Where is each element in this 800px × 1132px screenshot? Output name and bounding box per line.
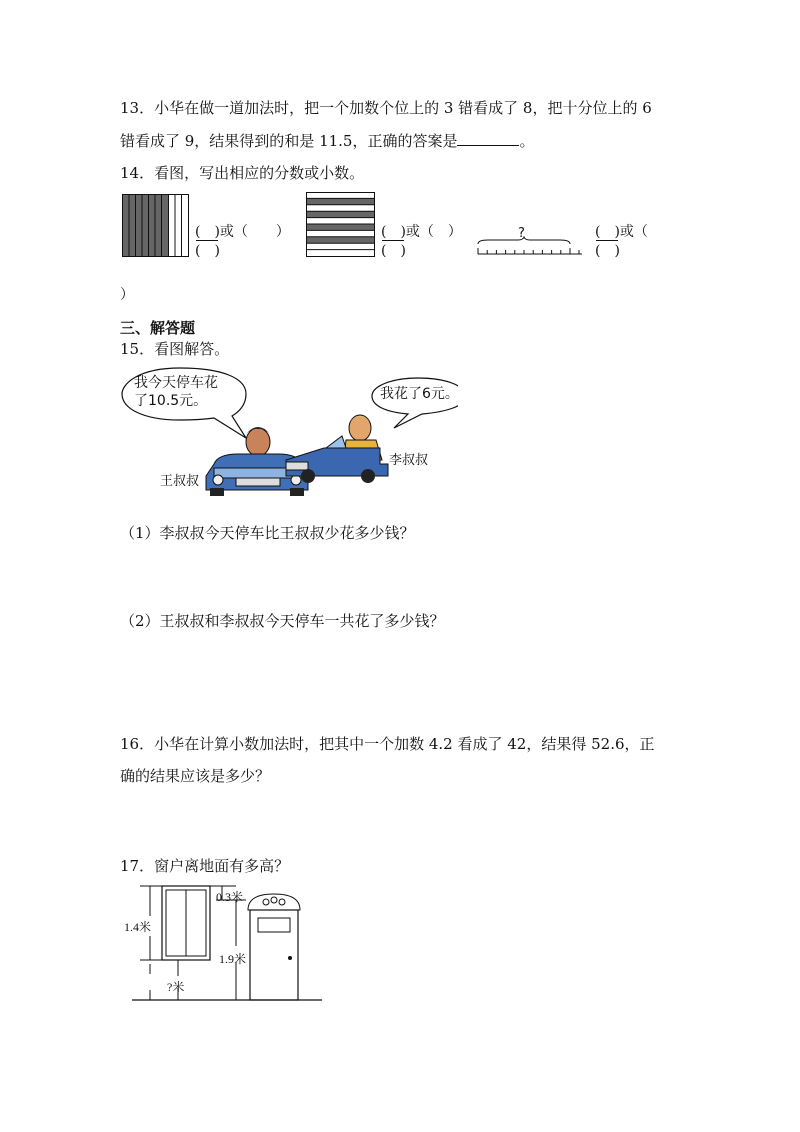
section-heading: 三、解答题 — [120, 319, 196, 337]
bubble-left-line2: 了10.5元。 — [134, 393, 208, 409]
fraction-bar-3 — [596, 240, 618, 241]
q16-line1: 16．小华在计算小数加法时，把其中一个加数 4.2 看成了 42，结果得 52.6，正 — [120, 735, 655, 753]
fraction-answer-2-bottom[interactable]: ( ) — [381, 243, 406, 259]
label-unknown-m: ?米 — [167, 980, 185, 994]
name-li: 李叔叔 — [389, 453, 429, 468]
label-1-9m: 1.9米 — [219, 952, 247, 966]
q14-closing-paren: ） — [120, 287, 134, 303]
fraction-answer-3-bottom[interactable]: ( ) — [595, 243, 620, 259]
fraction-answer-3-top[interactable]: ( )或（ — [595, 224, 648, 240]
fraction-answer-1-bottom[interactable]: ( ) — [195, 243, 220, 259]
label-0-3m: 0.3米 — [216, 890, 244, 904]
q15-sub1: （1）李叔叔今天停车比王叔叔少花多少钱？ — [120, 524, 415, 542]
q16-line2: 确的结果应该是多少？ — [120, 767, 271, 785]
vertical-strip-figure — [122, 194, 190, 258]
q15-title: 15．看图解答。 — [120, 340, 230, 358]
q13-line2-text: 错看成了 9，结果得到的和是 11.5，正确的答案是 — [120, 132, 458, 150]
bubble-right-text: 我花了6元。 — [380, 386, 459, 402]
fraction-bar-2 — [382, 240, 404, 241]
q17-title: 17．窗户离地面有多高？ — [120, 857, 290, 875]
q13-line1: 13．小华在做一道加法时，把一个加数个位上的 3 错看成了 8，把十分位上的 6 — [120, 99, 652, 117]
horizontal-strip-figure — [306, 192, 376, 258]
q14-title: 14．看图，写出相应的分数或小数。 — [120, 164, 365, 182]
right-car-icon — [286, 415, 388, 483]
label-1-4m: 1.4米 — [124, 920, 152, 934]
q13-line2 — [120, 131, 535, 151]
answer-blank[interactable] — [457, 131, 519, 146]
bubble-left-line1: 我今天停车花 — [134, 375, 218, 391]
q15-sub2: （2）王叔叔和李叔叔今天停车一共花了多少钱？ — [120, 612, 445, 630]
q13-line2-end: 。 — [519, 132, 535, 150]
name-wang: 王叔叔 — [160, 474, 200, 489]
fraction-bar-1 — [196, 240, 218, 241]
fraction-answer-1-top[interactable]: ( )或（ ） — [195, 224, 290, 240]
fraction-answer-2-top[interactable]: ( )或（ ） — [381, 224, 462, 240]
number-line-figure — [474, 236, 586, 260]
ruler-question-mark: ? — [518, 226, 525, 241]
